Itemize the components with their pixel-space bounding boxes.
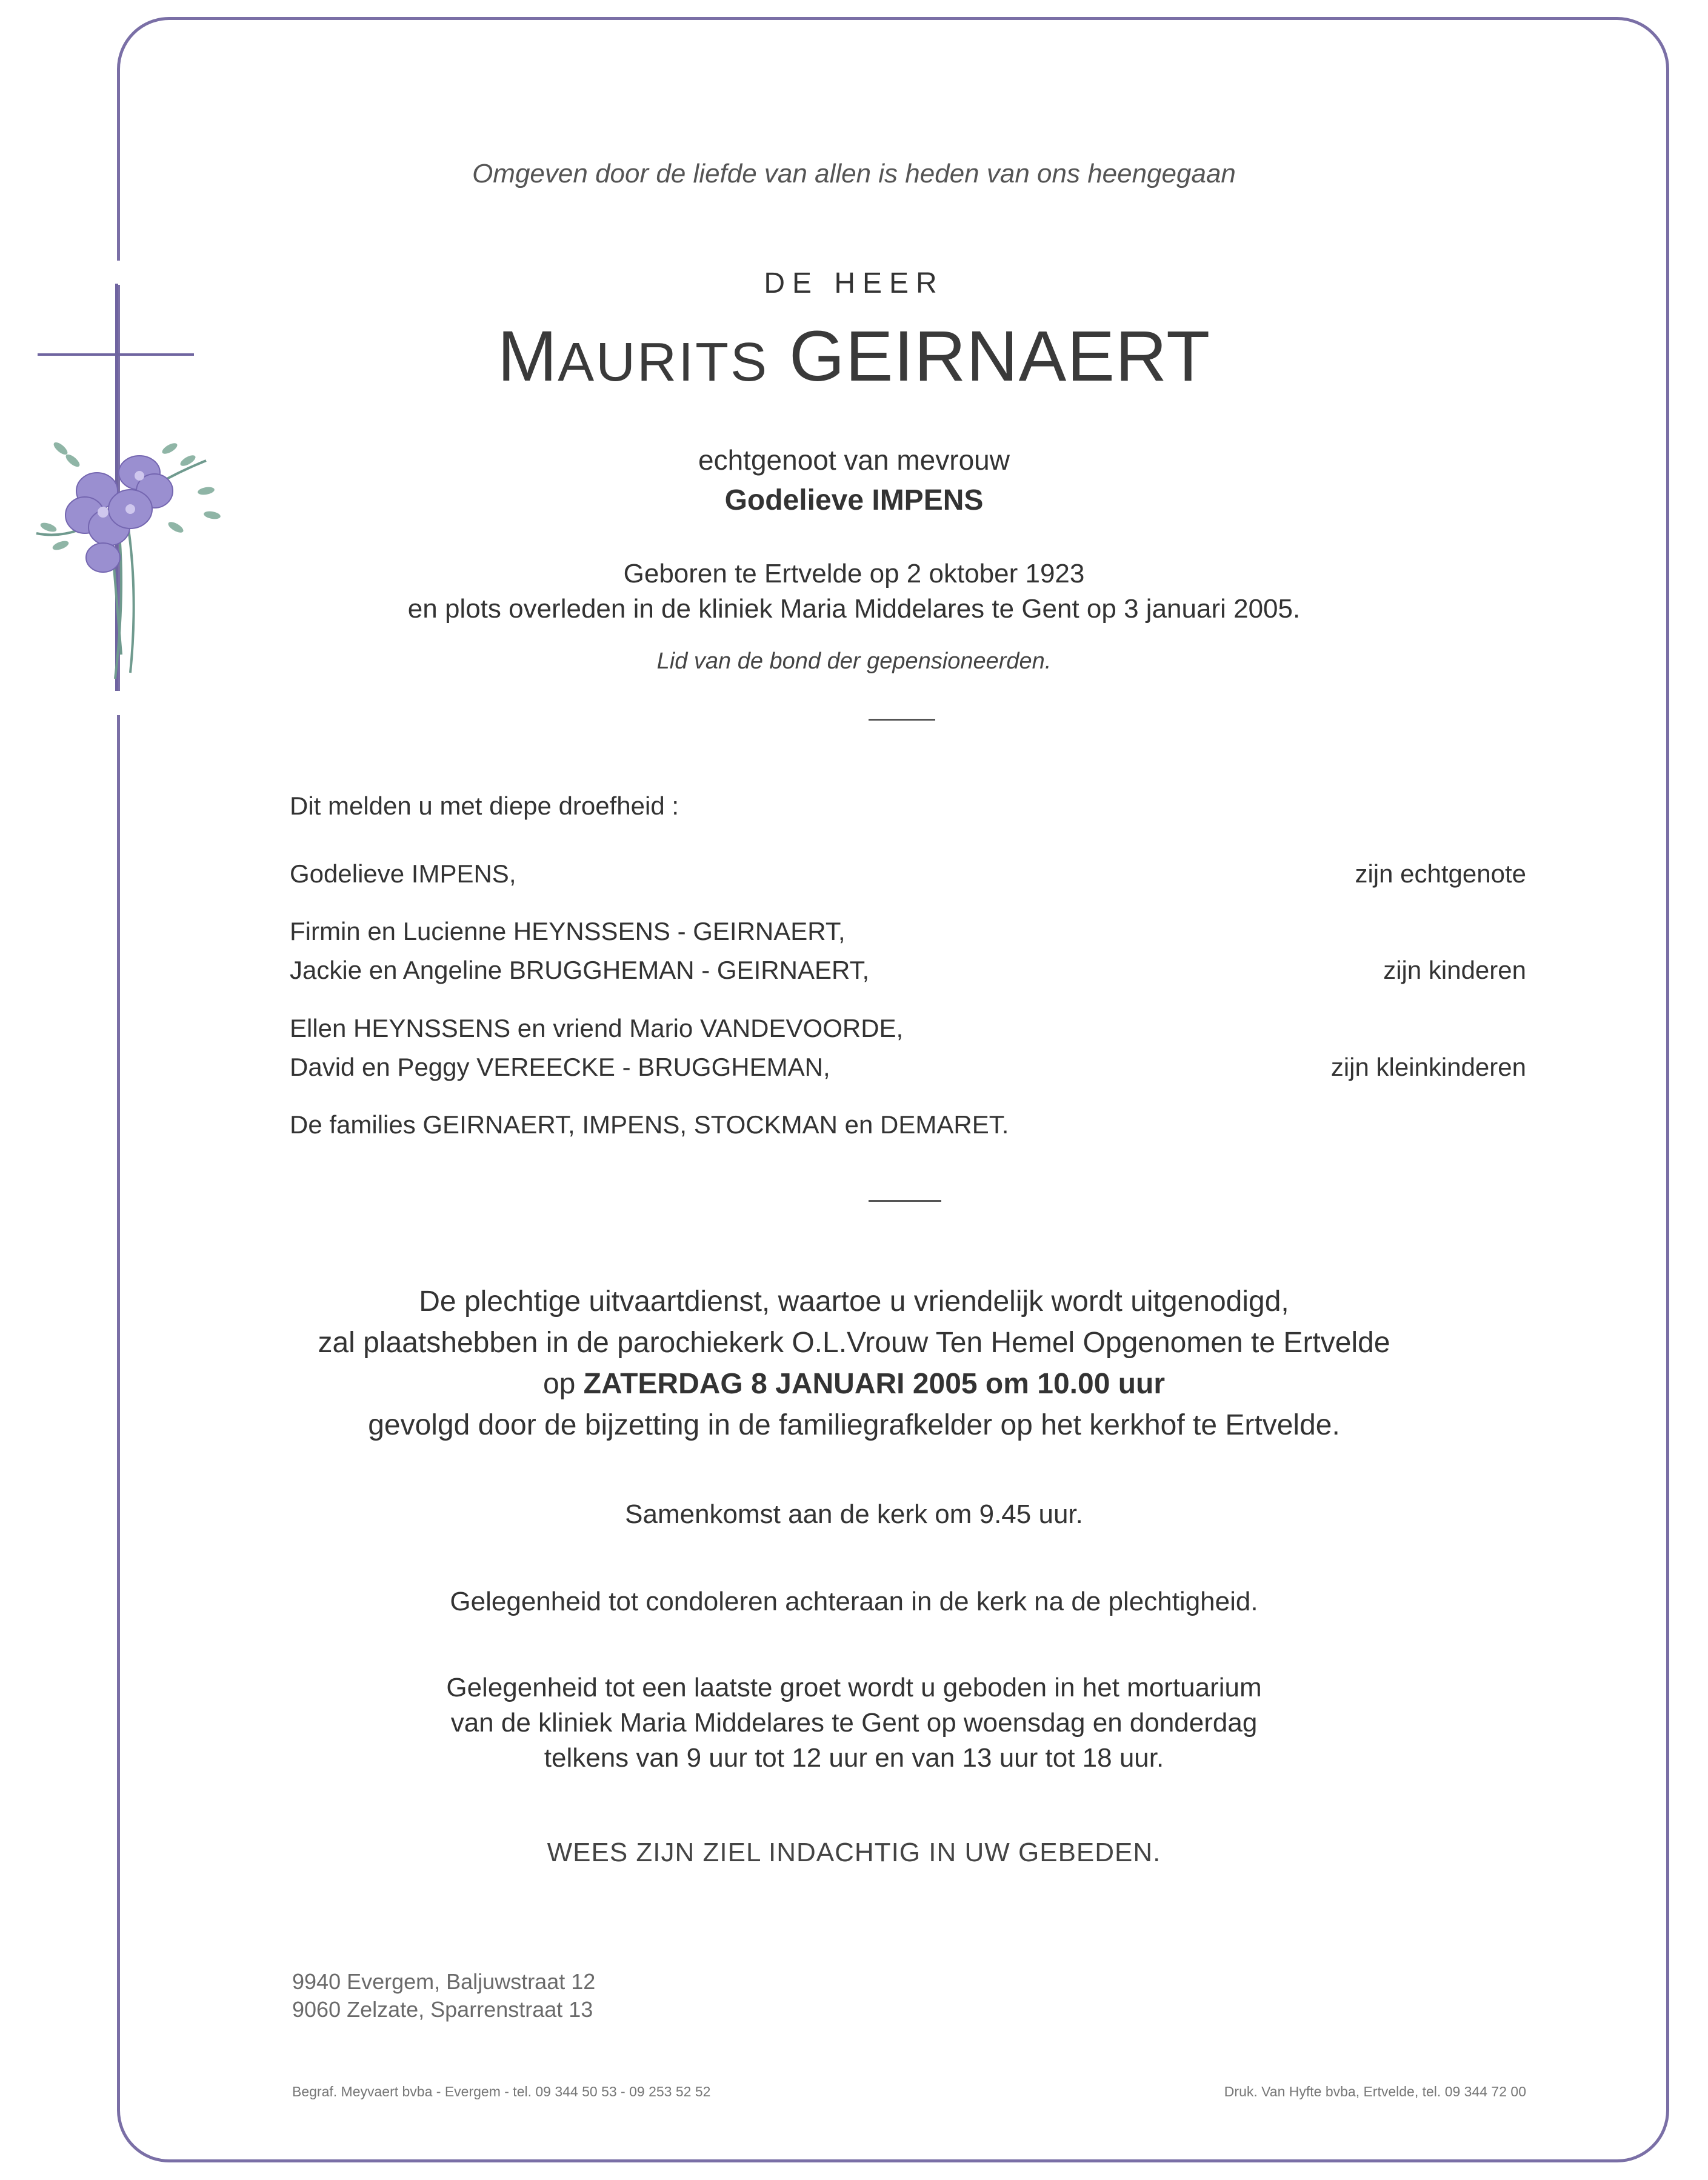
prayer-line: WEES ZIJN ZIEL INDACHTIG IN UW GEBEDEN. [547, 1838, 1161, 1867]
spouse-name: Godelieve IMPENS [724, 484, 984, 516]
service-line: gevolgd door de bijzetting in de familiegrafkelder op het kerkhof te Ertvelde. [368, 1409, 1340, 1441]
service-line: zal plaatshebben in de parochiekerk O.L.Vrouw Ten Hemel Opgenomen te Ertvelde [318, 1327, 1390, 1359]
relation-label: zijn echtgenote [1355, 859, 1526, 888]
name-initial: M [497, 316, 558, 396]
mourner-line: Jackie en Angeline BRUGGHEMAN - GEIRNAERT, [290, 956, 870, 984]
service-date-line [0, 1367, 1708, 1401]
deceased-name [0, 315, 1708, 398]
service-line: De plechtige uitvaartdienst, waartoe u vriendelijk wordt uitgenodigd, [419, 1285, 1289, 1318]
spouse-intro: echtgenoot van mevrouw [698, 444, 1010, 476]
undertaker-credit: Begraf. Meyvaert bvba - Evergem - tel. 09 344 50 53 - 09 253 52 52 [292, 2084, 711, 2099]
service-date: ZATERDAG 8 JANUARI 2005 om 10.00 uur [583, 1368, 1166, 1400]
mourner-line: David en Peggy VEREECKE - BRUGGHEMAN, [290, 1053, 830, 1081]
farewell-line: telkens van 9 uur tot 12 uur en van 13 uur tot 18 uur. [544, 1743, 1164, 1773]
farewell-line: van de kliniek Maria Middelares te Gent op woensdag en donderdag [450, 1708, 1258, 1738]
name-last: GEIRNAERT [789, 316, 1211, 396]
death-line: en plots overleden in de kliniek Maria Middelares te Gent op 3 januari 2005. [407, 594, 1301, 624]
gathering-line: Samenkomst aan de kerk om 9.45 uur. [625, 1499, 1083, 1529]
mourner-line: Firmin en Lucienne HEYNSSENS - GEIRNAERT, [290, 917, 846, 945]
mourner-line: Ellen HEYNSSENS en vriend Mario VANDEVOORDE, [290, 1014, 904, 1042]
relation-label: zijn kinderen [1383, 956, 1526, 984]
address-line: 9940 Evergem, Baljuwstraat 12 [292, 1969, 596, 1994]
title-prefix: DE HEER [764, 267, 944, 299]
condolences-line: Gelegenheid tot condoleren achteraan in de kerk na de plechtigheid. [450, 1587, 1258, 1616]
name-first-rest: AURITS [558, 332, 769, 393]
relation-label: zijn kleinkinderen [1330, 1053, 1526, 1081]
separator-2 [869, 1200, 941, 1202]
frame-gap-bottom [112, 691, 127, 715]
separator-1 [869, 719, 935, 721]
printer-credit: Druk. Van Hyfte bvba, Ertvelde, tel. 09 344 72 00 [1224, 2084, 1526, 2099]
announcement: Dit melden u met diepe droefheid : [290, 792, 679, 820]
mourner-line: De families GEIRNAERT, IMPENS, STOCKMAN en DEMARET. [290, 1110, 1009, 1139]
intro-line: Omgeven door de liefde van allen is heden van ons heengegaan [472, 159, 1236, 188]
mourner-line: Godelieve IMPENS, [290, 859, 516, 888]
birth-line: Geboren te Ertvelde op 2 oktober 1923 [623, 559, 1085, 588]
farewell-line: Gelegenheid tot een laatste groet wordt u geboden in het mortuarium [446, 1673, 1262, 1702]
service-date-prefix: op [542, 1368, 576, 1400]
membership-line: Lid van de bond der gepensioneerden. [656, 648, 1052, 674]
address-line: 9060 Zelzate, Sparrenstraat 13 [292, 1997, 593, 2022]
